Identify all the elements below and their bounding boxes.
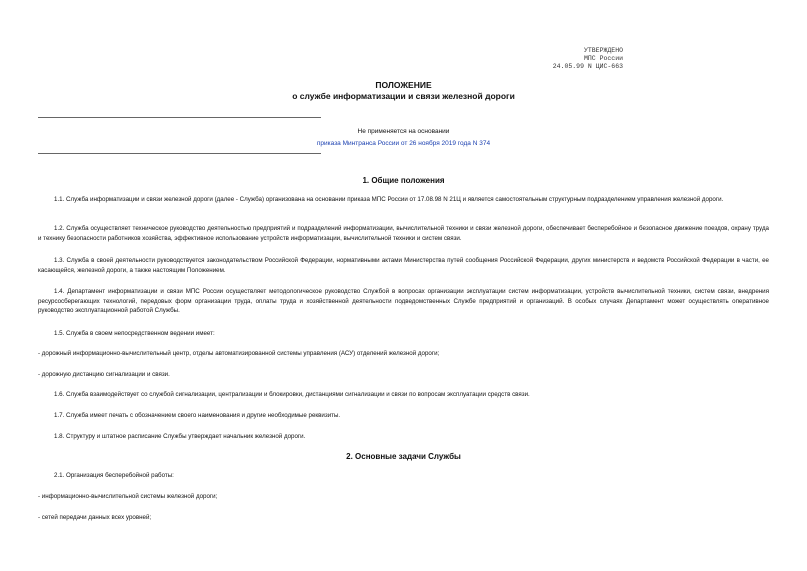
title-line-1: ПОЛОЖЕНИЕ	[375, 80, 432, 90]
paragraph-1-8: 1.8. Структуру и штатное расписание Службы утверждает начальник железной дороги.	[54, 433, 306, 440]
document-title	[0, 80, 807, 102]
paragraph-1-3: 1.3. Служба в своей деятельности руководствуется законодательством Российской Федерации, нормативными актами Министерства путей сообщения Российской Федерации, других министерств и ведомств Российской Федерации в части, ее касающейся, железной дороги, а также настоящим Положением.	[38, 257, 769, 274]
paragraph-1-2: 1.2. Служба осуществляет техническое руководство деятельностью предприятий и подразделений информатизации, вычислительной техники и связи железной дороги, обеспечивает бесперебойное и безопасное движение поездов, охрану труда и технику безопасности работников хозяйства, эффективное использование устройств информатизации, вычислительной техники и систем связи.	[38, 225, 769, 242]
top-divider	[38, 117, 321, 118]
paragraph-1-1: 1.1. Служба информатизации и связи железной дороги (далее - Служба) организована на основании приказа МПС России от 17.08.98 N 21Ц и является самостоятельным структурным подразделением управления железной дороги.	[54, 196, 724, 203]
paragraph-1-4: 1.4. Департамент информатизации и связи МПС России осуществляет методологическое руководство Службой в вопросах организации эксплуатации систем информатизации, устройств вычислительной техники, систем связи, внедрения ресурсосберегающих технологий, передовых форм организации труда, оплаты труда и хозяйственной деятельности подведомственных Службе предприятий и организаций. В особых случаях Департамент может осуществлять оперативное руководство эксплуатационной работой Службы.	[38, 288, 769, 314]
approval-line-3: 24.05.99 N ЦИС-663	[552, 63, 623, 70]
list-item-4: - сетей передачи данных всех уровней;	[38, 514, 152, 521]
status-notice	[0, 126, 807, 150]
paragraph-1-7: 1.7. Служба имеет печать с обозначением своего наименования и другие необходимые реквизиты.	[54, 412, 341, 419]
paragraph-2-1: 2.1. Организация бесперебойной работы:	[54, 472, 174, 479]
approval-line-2: МПС России	[583, 55, 623, 62]
bottom-divider	[38, 153, 321, 154]
list-item-2: - дорожную дистанцию сигнализации и связи.	[38, 371, 170, 378]
notice-text: Не применяется на основании	[357, 128, 450, 135]
paragraph-1-6: 1.6. Служба взаимодействует со службой сигнализации, централизации и блокировки, дистанциями сигнализации и связи по вопросам эксплуатации средств связи.	[54, 391, 530, 398]
list-item-1: - дорожный информационно-вычислительный центр, отделы автоматизированной системы управления (АСУ) отделений железной дороги;	[38, 350, 440, 357]
title-line-2: о службе информатизации и связи железной дороги	[292, 91, 515, 101]
section-heading-1: 1. Общие положения	[362, 176, 445, 185]
approval-line-1: УТВЕРЖДЕНО	[583, 47, 623, 54]
notice-link[interactable]: приказа Минтранса России от 26 ноября 2019 года N 374	[316, 140, 491, 147]
approval-stamp	[553, 47, 623, 71]
section-heading-2: 2. Основные задачи Службы	[346, 452, 461, 461]
list-item-3: - информационно-вычислительной системы железной дороги;	[38, 493, 218, 500]
paragraph-1-5: 1.5. Служба в своем непосредственном ведении имеет:	[54, 330, 215, 337]
